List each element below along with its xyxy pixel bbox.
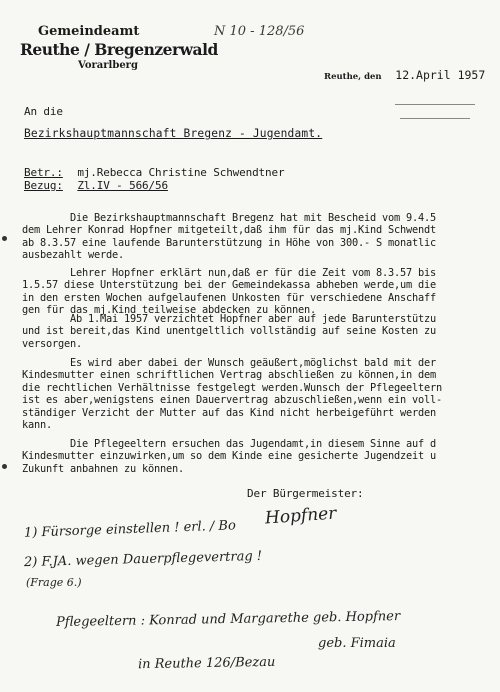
stamp-mark — [400, 118, 470, 119]
paragraph-2: Lehrer Hopfner erklärt nun,daß er für die Zeit vom 8.3.57 bis 1.5.57 diese Unterstützung bei der Gemeindekassa abheben werde,um die in den ersten Wochen aufgelaufenen Unkosten für verschiedene Anschaff gen für das mj.Kind teilweise abdecken zu können. — [22, 267, 436, 317]
place-label: Reuthe, den — [324, 72, 382, 82]
paragraph-5: Die Pflegeeltern ersuchen das Jugendamt,in diesem Sinne auf d Kindesmutter einzuwirken,um so dem Kinde eine gesicherte Jugendzeit u Zukunft anbahnen zu können. — [22, 438, 436, 475]
handwritten-note-4: Pflegeeltern : Konrad und Margarethe geb. Hopfner — [55, 608, 401, 631]
betr-label: Betr.: — [24, 166, 63, 179]
letterhead-place: Reuthe / Bregenzerwald — [20, 40, 218, 59]
recipient-name: Bezirkshauptmannschaft Bregenz - Jugendamt. — [24, 127, 323, 140]
letterhead-region: Vorarlberg — [78, 60, 138, 71]
punch-hole-bottom — [2, 464, 7, 469]
place-date — [324, 64, 485, 83]
paragraph-3: Ab 1.Mai 1957 verzichtet Hopfner aber auf jede Barunterstützu und ist bereit,das Kind unentgeltlich vollständig auf seine Kosten zu versorgen. — [22, 313, 436, 350]
stamp-mark — [395, 104, 475, 105]
paragraph-1: Die Bezirkshauptmannschaft Bregenz hat mit Bescheid vom 9.4.5 dem Lehrer Konrad Hopfner mitgeteilt,daß ihm für das mj.Kind Schwendt ab 8.3.57 eine laufende Barunterstützung in Höhe von 300.- S monatlic ausbezahlt werde. — [22, 212, 436, 262]
handwritten-note-1: 1) Fürsorge einstellen ! erl. / Bo — [23, 518, 237, 541]
handwritten-note-6: in Reuthe 126/Bezau — [137, 654, 276, 673]
handwritten-note-2: 2) F.JA. wegen Dauerpflegevertrag ! — [23, 548, 263, 571]
recipient-to: An die — [24, 105, 63, 118]
closing-title: Der Bürgermeister: — [247, 487, 364, 500]
subject-block — [24, 166, 284, 192]
bezug-label: Bezug: — [24, 179, 63, 192]
letter-date: 12.April 1957 — [395, 68, 486, 82]
paragraph-4: Es wird aber dabei der Wunsch geäußert,möglichst bald mit der Kindesmutter einen schriftlichen Vertrag abschließen zu können,in dem die rechtlichen Verhältnisse festgelegt werden.Wunsch der Pflegeeltern ist es aber,wenigstens einen Dauervertrag abzuschließen,wenn ein voll- ständiger Verzicht der Mutter auf das Kind nicht herbeigeführt werden kann. — [22, 357, 442, 432]
punch-hole-top — [2, 236, 7, 241]
handwritten-note-5: geb. Fimaia — [318, 636, 396, 651]
betr-text: mj.Rebecca Christine Schwendtner — [77, 166, 285, 179]
signature: Hopfner — [264, 503, 337, 529]
handwritten-note-3: (Frage 6.) — [26, 576, 82, 589]
file-reference: N 10 - 128/56 — [214, 24, 305, 39]
letterhead-office: Gemeindeamt — [38, 24, 140, 39]
bezug-text: Zl.IV - 566/56 — [77, 179, 168, 192]
